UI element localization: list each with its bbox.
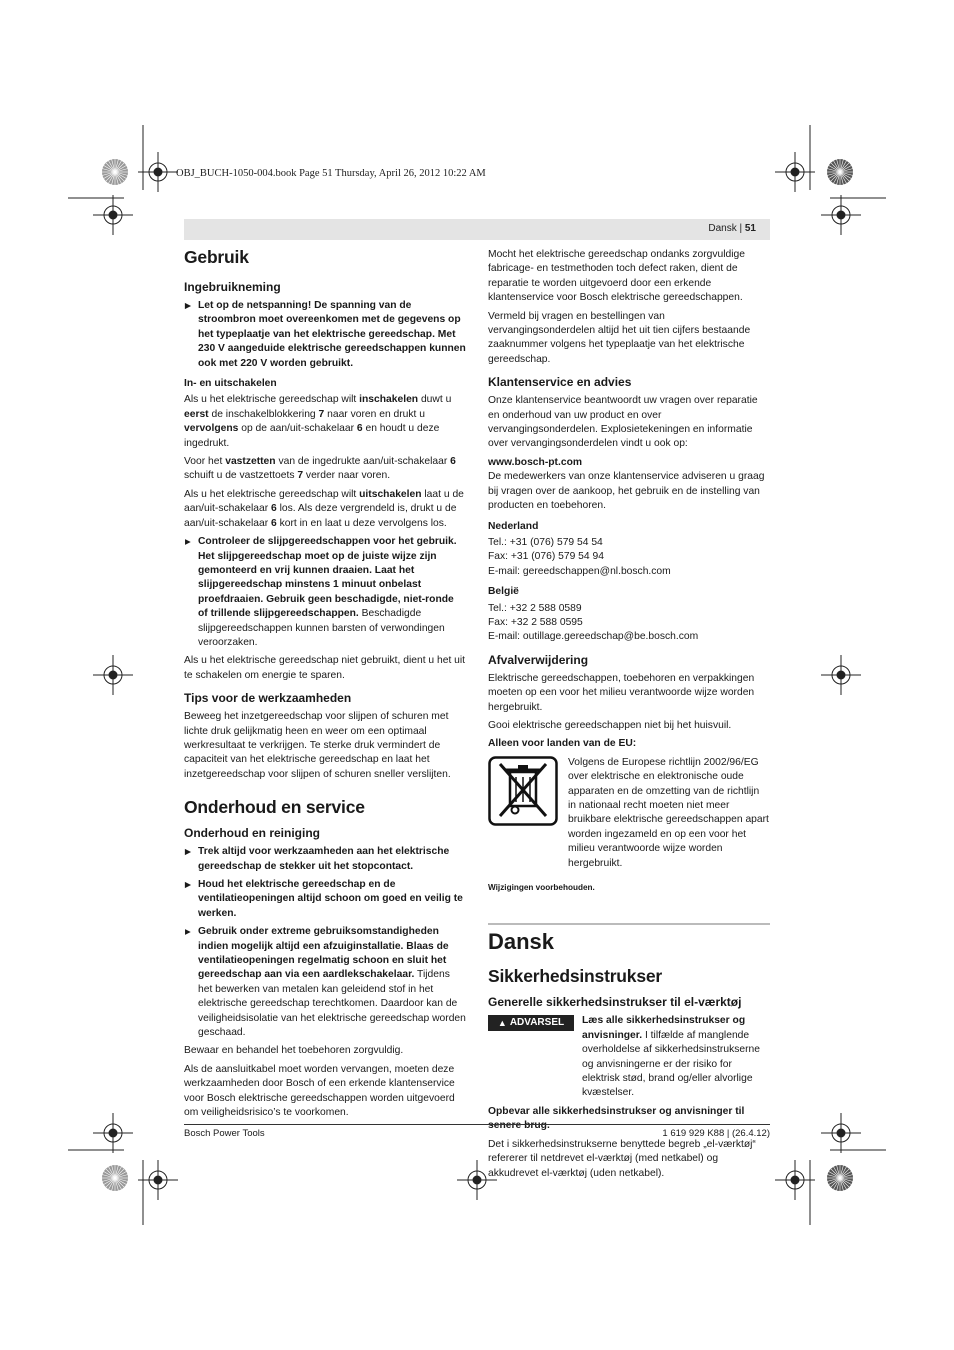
- registration-crosshair-dot: [109, 211, 117, 219]
- print-rosette-ray: [104, 1178, 115, 1185]
- print-rosette-ray: [840, 1165, 843, 1178]
- print-rosette-ray: [840, 1178, 849, 1187]
- registration-crosshair-icon: [786, 163, 804, 181]
- warning-text-start: Læs alle sikkerhedsinstrukser og anvisninger. I tilfælde af manglende overholdelse af sikkerhedsinstrukserne og anvisningerne er der risiko for elektrisk stød, brand og/eller alvorlige kvæstelser.: [582, 1015, 760, 1099]
- print-rosette-ray: [840, 1178, 853, 1181]
- print-rosette-ray: [840, 1169, 849, 1178]
- paragraph-aansluitkabel: Als de aansluitkabel moet worden vervangen, moeten deze werkzaamheden door Bosch of een erkende klantenservice voor Bosch elektrische gereedschappen worden uitgevoerd om veiligheidsrisico’s te voorkomen.: [184, 1063, 455, 1119]
- print-rosette-icon: [827, 159, 853, 185]
- print-rosette-ray: [827, 172, 840, 175]
- registration-crosshair-dot: [109, 671, 117, 679]
- section-title-gebruik: Gebruik: [184, 247, 249, 267]
- print-rosette-ray: [840, 172, 847, 183]
- registration-crosshair-icon: [468, 1171, 486, 1189]
- paragraph-richtlijn: Volgens de Europese richtlijn 2002/96/EG over elektrische en elektronische oude apparaten en de omzetting van de richtlijn in nationaal recht moeten niet meer bruikbare elektrische gereedschappen apart worden ingezameld en op een voor het milieu verantwoorde wijze worden hergebruikt.: [568, 756, 769, 869]
- print-rosette-ray: [109, 172, 116, 183]
- registration-crosshair-icon: [786, 1171, 804, 1189]
- paragraph-inschakelen: Als u het elektrische gereedschap wilt inschakelen duwt u eerst de inschakelblokkering 7 naar voren en drukt u vervolgens op de aan/uit-schakelaar 6 en houdt u deze ingedrukt.: [184, 394, 452, 449]
- page-header: [184, 219, 770, 240]
- registration-crosshair-icon: [104, 206, 122, 224]
- print-rosette-ray: [840, 1178, 847, 1189]
- print-rosette-ray: [840, 166, 851, 173]
- section-divider: [488, 923, 770, 925]
- paragraph-afval: Elektrische gereedschappen, toebehoren en verpakkingen moeten op een voor het milieu verantwoorde wijze worden hergebruikt.: [488, 672, 755, 713]
- print-rosette-ray: [834, 1178, 841, 1189]
- print-rosette-ray: [115, 172, 118, 185]
- print-rosette-ray: [831, 172, 840, 181]
- print-rosette-ray: [115, 172, 126, 179]
- print-rosette-ray: [834, 161, 841, 172]
- print-rosette-ray: [840, 1175, 853, 1178]
- print-rosette-ray: [840, 161, 847, 172]
- registration-crosshair-dot: [837, 1129, 845, 1137]
- print-rosette-ray: [840, 1172, 851, 1179]
- print-rosette-ray: [840, 169, 853, 172]
- print-rosette-ray: [104, 1172, 115, 1179]
- subsection-generelle: Generelle sikkerhedsinstrukser til el-værktøj: [488, 995, 742, 1010]
- bullet-netspanning: ▶ Let op de netspanning! De spanning van de stroombron moet overeenkomen met de gegevens op het typeplaatje van het elektrische gereedschap. Met 230 V aangeduide elektrische gereedschappen kunnen ook met 220 V worden gebruikt.: [184, 299, 466, 371]
- footer-rule: [184, 1124, 770, 1125]
- print-rosette-ray: [112, 1165, 115, 1178]
- print-rosette-ray: [837, 159, 840, 172]
- print-rosette-ray: [115, 166, 126, 173]
- print-rosette-ray: [102, 1175, 115, 1178]
- print-rosette-ray: [115, 172, 122, 183]
- right-column: [488, 248, 770, 1185]
- print-rosette-ray: [829, 1172, 840, 1179]
- print-rosette-ray: [112, 159, 115, 172]
- registration-crosshair-icon: [149, 163, 167, 181]
- print-rosette-ray: [840, 172, 851, 179]
- wijzigingen-note: Wijzigingen voorbehouden.: [488, 883, 595, 893]
- print-rosette-ray: [840, 1178, 851, 1185]
- paragraph-klantenservice: Onze klantenservice beantwoordt uw vragen over reparatie en onderhoud van uw product en over vervangingsonderdelen. Explosietekeningen en informatie over vervangingsonderdelen vindt u ook op:: [488, 395, 758, 450]
- registration-crosshair-dot: [837, 211, 845, 219]
- print-rosette-ray: [115, 172, 124, 181]
- warning-badge: ▲ ADVARSEL: [488, 1015, 574, 1031]
- print-rosette-ray: [102, 172, 115, 175]
- print-rosette-ray: [827, 1178, 840, 1181]
- print-rosette-ray: [115, 1178, 126, 1185]
- registration-crosshair-dot: [154, 168, 162, 176]
- paragraph-toebehoren: Bewaar en behandel het toebehoren zorgvuldig.: [184, 1045, 404, 1057]
- subsection-ingebruikneming: Ingebruikneming: [184, 280, 281, 294]
- page-number: 51: [744, 223, 756, 234]
- print-rosette-icon: [827, 1165, 853, 1191]
- print-rosette-ray: [109, 1178, 116, 1189]
- footer-brand: Bosch Power Tools: [184, 1128, 265, 1139]
- website-link[interactable]: www.bosch-pt.com: [488, 456, 583, 468]
- section-title-sikkerhed: Sikkerhedsinstrukser: [488, 966, 663, 987]
- warning-block: [488, 1014, 770, 1100]
- print-rosette-ray: [840, 172, 853, 175]
- print-rosette-ray: [115, 1178, 124, 1187]
- print-rosette-ray: [115, 172, 128, 175]
- paragraph-defect: Mocht het elektrische gereedschap ondanks zorgvuldige fabricage- en testmethoden toch defect raken, dient de reparatie te worden uitgevoerd door een erkende klantenservice voor Bosch elektrische gereedschappen.: [488, 249, 746, 304]
- file-info-line: OBJ_BUCH-1050-004.book Page 51 Thursday, April 26, 2012 10:22 AM: [176, 168, 486, 179]
- registration-crosshair-dot: [109, 1129, 117, 1137]
- print-rosette-ray: [104, 166, 115, 173]
- bullet-afzuiging: ▶ Gebruik onder extreme gebruiksomstandigheden indien mogelijk altijd een afzuiginstallatie. Blaas de ventilatieopeningen regelmatig schoon en sluit het gereedschap aan via een aardlekschakelaar. Tijdens het bewerken van metalen kan geleidend stof in het elektrische gereedschap terechtkomen. Daardoor kan de veiligheidsisolatie van het elektrische gereedschap worden geschaad.: [184, 925, 466, 1040]
- print-rosette-ray: [840, 159, 843, 172]
- subsection-in-uitschakelen: In- en uitschakelen: [184, 378, 277, 390]
- subsection-reiniging: Onderhoud en reiniging: [184, 826, 320, 841]
- print-rosette-ray: [115, 163, 124, 172]
- print-rosette-ray: [829, 1178, 840, 1185]
- paragraph-huisvuil: Gooi elektrische gereedschappen niet bij het huisvuil.: [488, 719, 732, 731]
- registration-crosshair-dot: [154, 1176, 162, 1184]
- registration-crosshair-dot: [473, 1176, 481, 1184]
- crossed-bin-icon: [488, 756, 558, 826]
- bullet-stekker: ▶ Trek altijd voor werkzaamheden aan het elektrische gereedschap de stekker uit het stopcontact.: [184, 845, 466, 874]
- print-rosette-ray: [827, 169, 840, 172]
- country-nederland: Nederland: [488, 520, 539, 532]
- nl-tel: Tel.: +31 (076) 579 54 54: [488, 536, 603, 548]
- print-rosette-ray: [104, 172, 115, 179]
- nl-fax: Fax: +31 (076) 579 54 94: [488, 551, 604, 563]
- print-rosette-ray: [834, 172, 841, 183]
- print-rosette-ray: [115, 159, 118, 172]
- print-rosette-ray: [115, 1169, 124, 1178]
- section-title-dansk: Dansk: [488, 929, 555, 955]
- subsection-afvalverwijdering: Afvalverwijdering: [488, 652, 589, 667]
- be-fax: Fax: +32 2 588 0595: [488, 616, 583, 628]
- print-rosette-ray: [115, 1178, 128, 1181]
- print-rosette-ray: [831, 1169, 840, 1178]
- print-rosette-ray: [106, 163, 115, 172]
- registration-crosshair-dot: [791, 168, 799, 176]
- registration-crosshair-icon: [104, 666, 122, 684]
- print-rosette-ray: [102, 1178, 115, 1181]
- print-rosette-ray: [112, 1178, 115, 1191]
- print-rosette-ray: [840, 172, 843, 185]
- print-rosette-ray: [840, 1167, 847, 1178]
- header-language: Dansk: [708, 223, 737, 234]
- print-rosette-ray: [115, 1178, 118, 1191]
- nl-email[interactable]: E-mail: gereedschappen@nl.bosch.com: [488, 565, 671, 577]
- paragraph-vermeld: Vermeld bij vragen en bestellingen van vervangingsonderdelen altijd het uit tien cijfers bestaande zaaknummer volgens het typeplaatje van het elektrische gereedschap.: [488, 310, 751, 365]
- bullet-slijpgereedschappen: ▶ Controleer de slijpgereedschappen voor het gebruik. Het slijpgereedschap moet op de juiste wijze zijn gemonteerd en vrij kunnen draaien. Laat het slijpgereedschap minstens 1 minuut onbelast proefdraaien. Gebruik geen beschadigde, niet-ronde of trillende slijpgereedschappen. Beschadigde slijpgereedschappen kunnen barsten of verwondingen veroorzaken.: [184, 535, 466, 650]
- paragraph-medewerkers: De medewerkers van onze klantenservice adviseren u graag bij vragen over de aankoop, het gebruik en de instelling van producten en toebehoren.: [488, 471, 765, 512]
- print-rosette-ray: [829, 166, 840, 173]
- print-rosette-ray: [837, 1178, 840, 1191]
- paragraph-uitschakelen: Als u het elektrische gereedschap wilt uitschakelen laat u de aan/uit-schakelaar 6 los. Als deze vergrendeld is, drukt u de aan/uit-schakelaar 6 kort in en laat u deze vervolgens los.: [184, 488, 464, 529]
- print-rosette-ray: [840, 172, 849, 181]
- print-rosette-ray: [837, 172, 840, 185]
- left-column: [184, 246, 466, 1125]
- print-rosette-icon: [102, 159, 128, 185]
- bullet-ventilatie: ▶ Houd het elektrische gereedschap en de ventilatieopeningen altijd schoon om goed en veilig te werken.: [184, 878, 466, 921]
- print-rosette-ray: [831, 1178, 840, 1187]
- print-rosette-ray: [109, 161, 116, 172]
- print-rosette-ray: [112, 172, 115, 185]
- print-rosette-ray: [106, 172, 115, 181]
- paragraph-energie: Als u het elektrische gereedschap niet gebruikt, dient u het uit te schakelen om energie te sparen.: [184, 655, 466, 681]
- paragraph-vastzetten: Voor het vastzetten van de ingedrukte aan/uit-schakelaar 6 schuift u de vastzettoets 7 verder naar voren.: [184, 456, 456, 482]
- print-rosette-ray: [115, 1178, 122, 1189]
- country-belgie: België: [488, 586, 519, 598]
- print-rosette-ray: [106, 1169, 115, 1178]
- print-rosette-ray: [109, 1167, 116, 1178]
- print-rosette-ray: [827, 1175, 840, 1178]
- print-rosette-ray: [829, 172, 840, 179]
- registration-crosshair-icon: [832, 666, 850, 684]
- registration-crosshair-icon: [104, 1124, 122, 1142]
- print-rosette-ray: [115, 1172, 126, 1179]
- print-rosette-ray: [837, 1165, 840, 1178]
- paragraph-begreb: Det i sikkerhedsinstrukserne benyttede begreb „el-værktøj“ refererer til netdrevet el-værktøj (med netkabel) og akkudrevet el-værktøj (uden netkabel).: [488, 1138, 756, 1179]
- paragraph-opbevar: Opbevar alle sikkerhedsinstrukser og anvisninger til senere brug.: [488, 1105, 745, 1132]
- print-rosette-ray: [102, 169, 115, 172]
- warning-triangle-icon: ▲: [497, 1018, 507, 1029]
- registration-crosshair-dot: [837, 671, 845, 679]
- eu-heading: Alleen voor landen van de EU:: [488, 738, 637, 750]
- be-tel: Tel.: +32 2 588 0589: [488, 602, 582, 614]
- print-rosette-ray: [115, 1165, 118, 1178]
- print-rosette-ray: [840, 163, 849, 172]
- paragraph-tips: Beweeg het inzetgereedschap voor slijpen of schuren met lichte druk gelijkmatig heen en weer om een optimaal werkresultaat te verkrijgen. Te sterke druk vermindert de capaciteit van het elektrische gereedschap en laat het inzetgereedschap voor slijpen of schuren sneller verslijten.: [184, 711, 451, 780]
- be-email[interactable]: E-mail: outillage.gereedschap@be.bosch.com: [488, 631, 699, 643]
- print-rosette-ray: [115, 169, 128, 172]
- section-title-onderhoud: Onderhoud en service: [184, 797, 365, 818]
- weee-block: [488, 756, 770, 871]
- subsection-tips: Tips voor de werkzaamheden: [184, 691, 352, 706]
- print-rosette-ray: [831, 163, 840, 172]
- subsection-klantenservice: Klantenservice en advies: [488, 375, 632, 390]
- print-rosette-ray: [115, 1175, 128, 1178]
- print-rosette-ray: [840, 1178, 843, 1191]
- registration-crosshair-dot: [791, 1176, 799, 1184]
- print-rosette-icon: [102, 1165, 128, 1191]
- registration-crosshair-icon: [832, 206, 850, 224]
- registration-crosshair-icon: [832, 1124, 850, 1142]
- print-rosette-ray: [106, 1178, 115, 1187]
- footer-code: 1 619 929 K88 | (26.4.12): [662, 1128, 770, 1139]
- print-rosette-ray: [834, 1167, 841, 1178]
- print-rosette-ray: [115, 1167, 122, 1178]
- registration-crosshair-icon: [149, 1171, 167, 1189]
- header-text: Dansk | 51: [708, 223, 756, 234]
- print-rosette-ray: [115, 161, 122, 172]
